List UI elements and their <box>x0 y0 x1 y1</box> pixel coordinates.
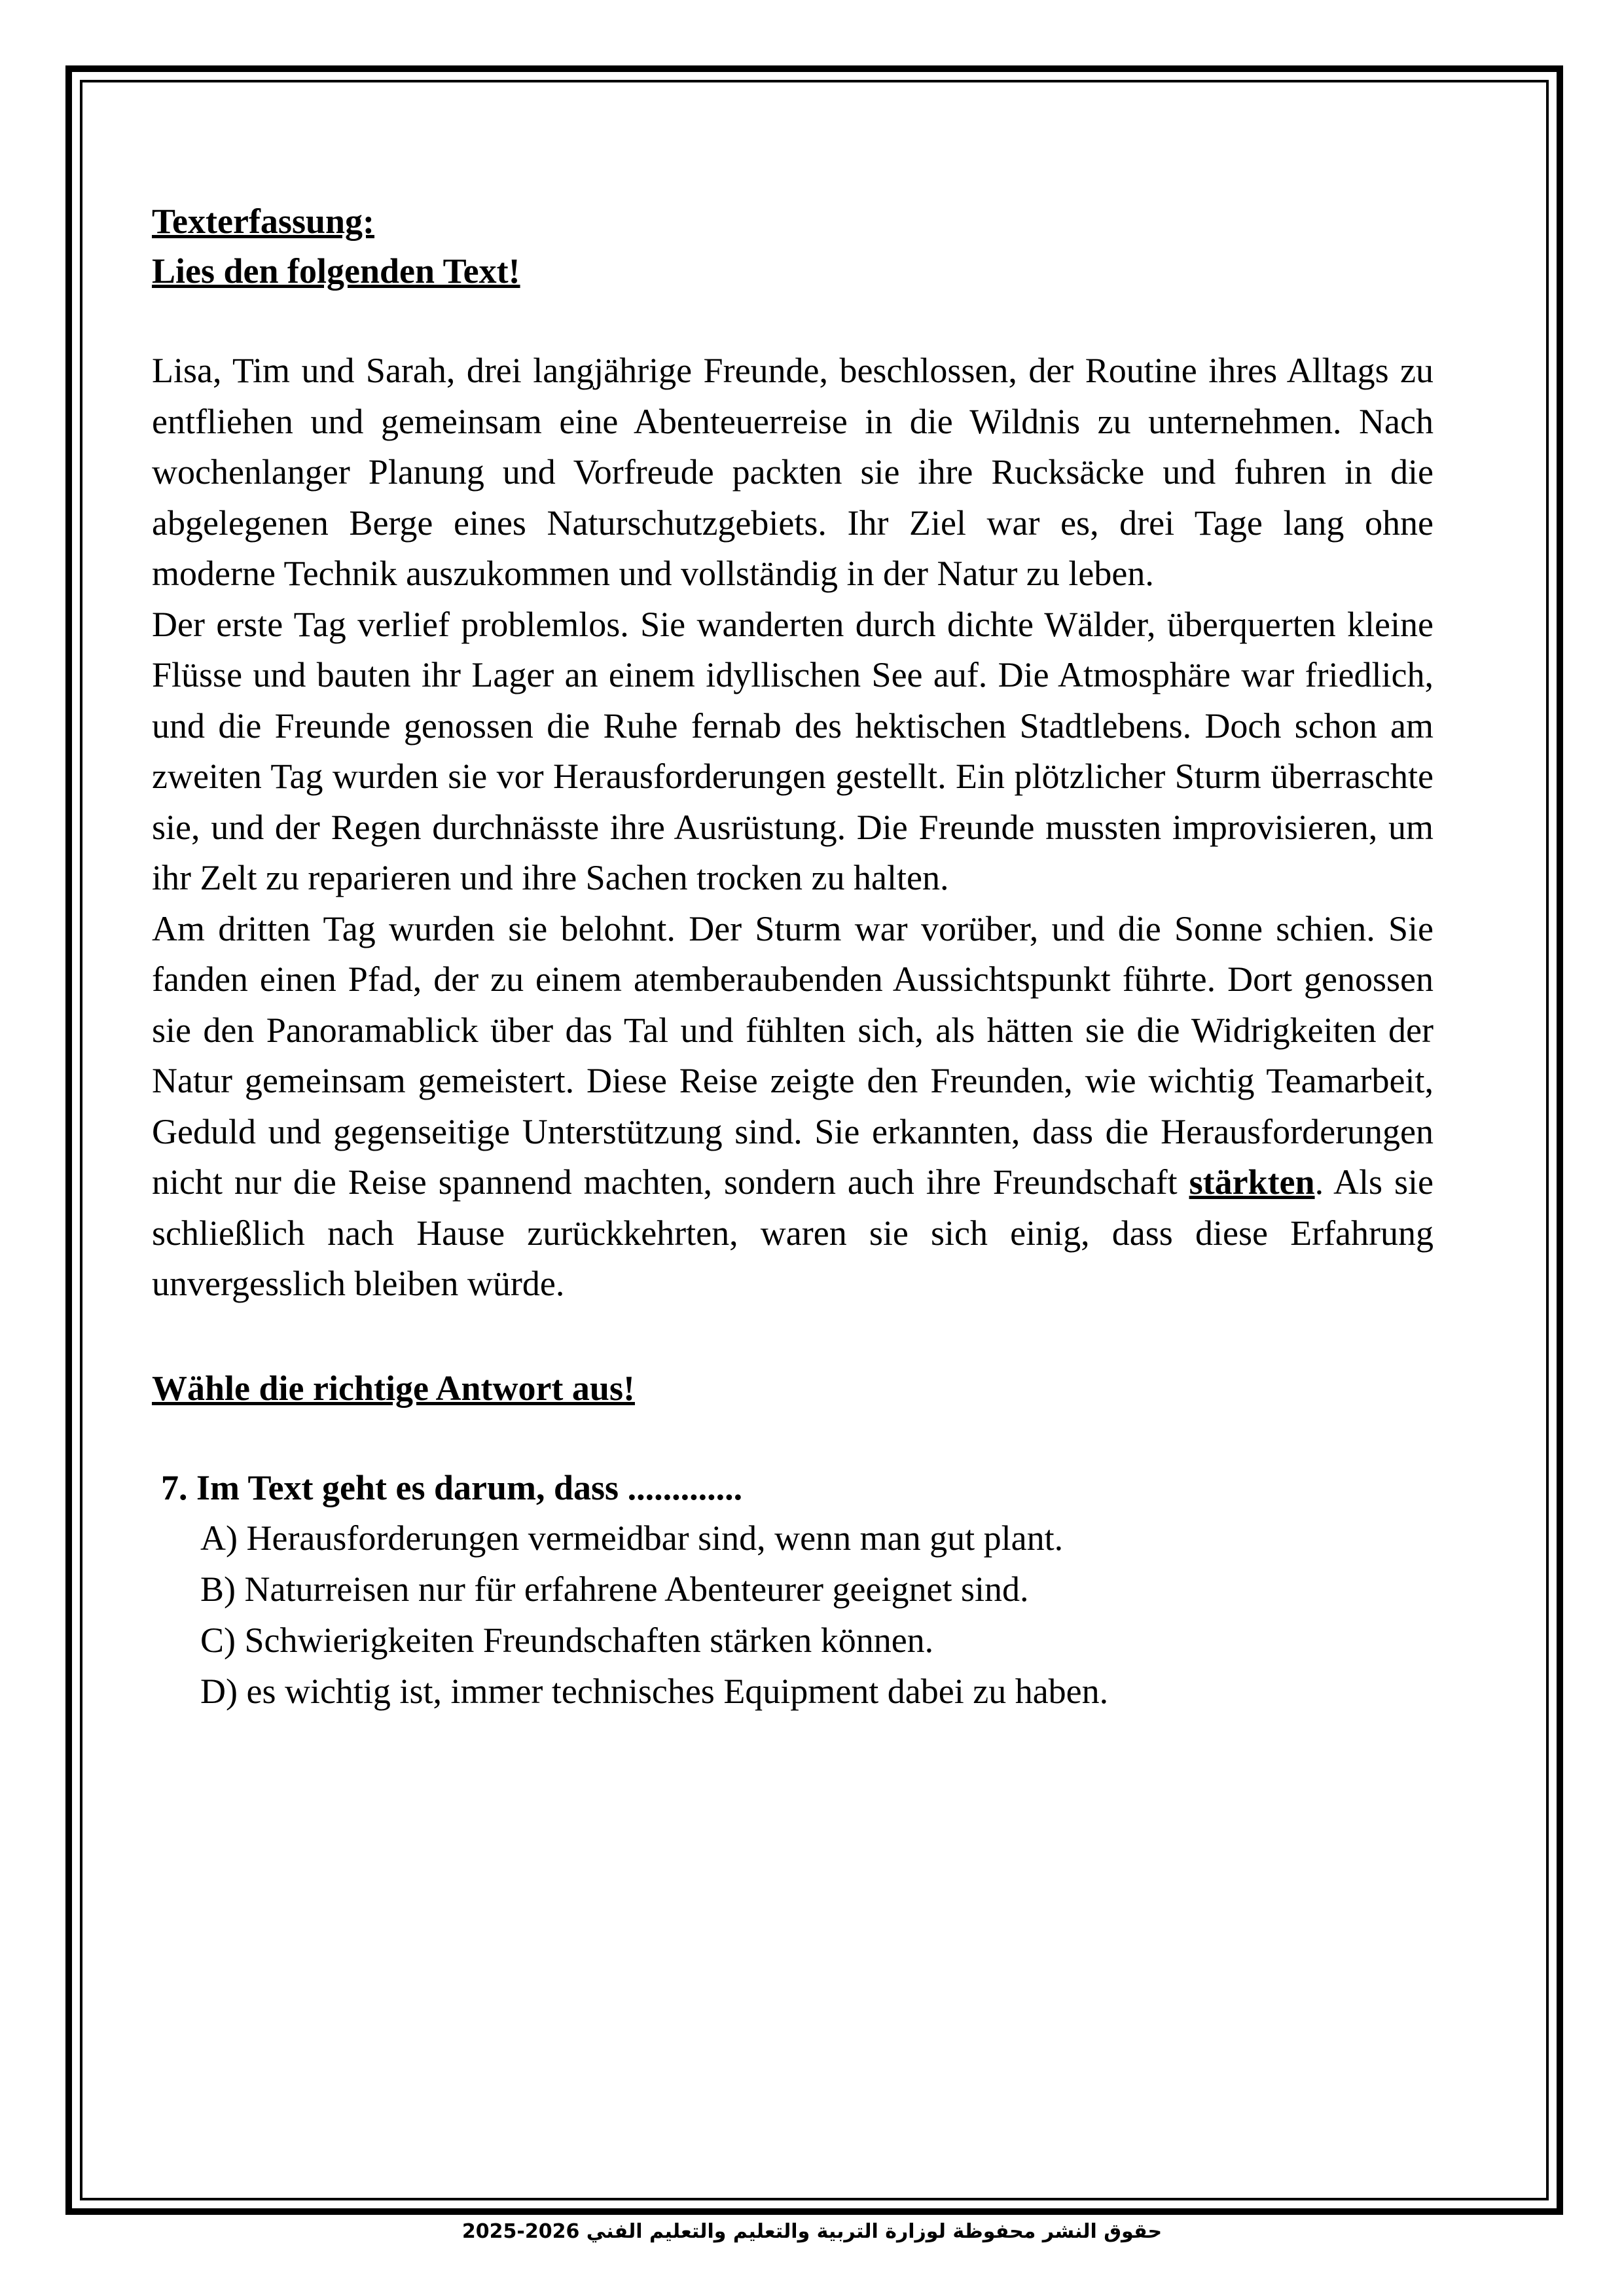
instruction-block <box>152 196 1434 296</box>
section-title: Texterfassung: <box>152 202 375 241</box>
task-instruction: Wähle die richtige Antwort aus! <box>152 1368 635 1408</box>
answer-options <box>161 1513 1434 1717</box>
question-7 <box>152 1463 1434 1717</box>
copyright-footer: حقوق النشر محفوظة لوزارة التربية والتعليم والتعليم الفني 2026-2025 <box>461 2220 1163 2243</box>
answer-option-d[interactable]: D) es wichtig ist, immer technisches Equipment dabei zu haben. <box>200 1671 1109 1711</box>
paragraph-3-end: . Als sie schließlich nach Hause zurückkehrten, waren sie sich einig, dass diese Erfahrung unvergesslich bleiben würde. <box>152 1162 1434 1303</box>
text-paragraph-2: Der erste Tag verlief problemlos. Sie wanderten durch dichte Wälder, überquerten kleine Flüsse und bauten ihr Lager an einem idyllischen See auf. Die Atmosphäre war friedlich, und die Freunde genossen die Ruhe fernab des hektischen Stadtlebens. Doch schon am zweiten Tag wurden sie vor Herausforderungen gestellt. Ein plötzlicher Sturm überraschte sie, und der Regen durchnässte ihre Ausrüstung. Die Freunde mussten improvisieren, um ihr Zelt zu reparieren und ihre Sachen trocken zu halten. <box>152 604 1434 897</box>
reading-instruction: Lies den folgenden Text! <box>152 251 520 291</box>
question-title: 7. Im Text geht es darum, dass ............. <box>161 1467 743 1507</box>
paragraph-3-start: Am dritten Tag wurden sie belohnt. Der Sturm war vorüber, und die Sonne schien. Sie fanden einen Pfad, der zu einem atemberaubenden Aussichtspunkt führte. Dort genossen sie den Panoramablick über das Tal und fühlten sich, als hätten sie die Widrigkeiten der Natur gemeinsam gemeistert. Diese Reise zeigte den Freunden, wie wichtig Teamarbeit, Geduld und gegenseitige Unterstützung sind. Sie erkannten, dass die Herausforderungen nicht nur die Reise spannend machten, sondern auch ihre Freundschaft <box>152 908 1434 1202</box>
text-paragraph-1: Lisa, Tim und Sarah, drei langjährige Freunde, beschlossen, der Routine ihres Alltags zu entfliehen und gemeinsam eine Abenteuerreise in die Wildnis zu unternehmen. Nach wochenlanger Planung und Vorfreude packten sie ihre Rucksäcke und fuhren in die abgelegenen Berge eines Naturschutzgebiets. Ihr Ziel war es, drei Tage lang ohne moderne Technik auszukommen und vollständig in der Natur zu leben. <box>152 351 1434 593</box>
answer-option-a[interactable]: A) Herausforderungen vermeidbar sind, wenn man gut plant. <box>200 1518 1064 1558</box>
highlighted-word: stärkten <box>1189 1162 1315 1202</box>
answer-option-c[interactable]: C) Schwierigkeiten Freundschaften stärken können. <box>200 1620 934 1660</box>
answer-option-b[interactable]: B) Naturreisen nur für erfahrene Abenteurer geeignet sind. <box>200 1569 1029 1609</box>
document-content <box>152 196 1434 1717</box>
text-paragraph-3 <box>152 904 1434 1310</box>
